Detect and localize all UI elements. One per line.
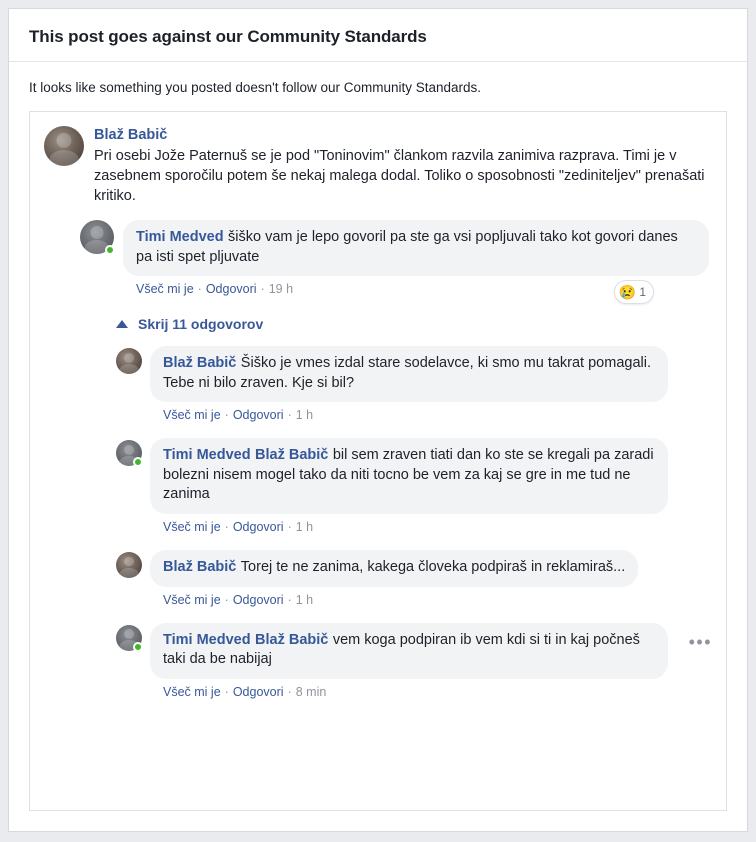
comment-actions: Všeč mi je · Odgovori · 1 h <box>163 592 314 607</box>
reply-comment <box>116 550 712 621</box>
avatar <box>44 126 84 166</box>
like-button[interactable]: Všeč mi je <box>163 684 221 699</box>
comment-bubble <box>123 220 709 276</box>
avatar <box>80 220 114 254</box>
comment-text: bil sem zraven tiati dan ko ste se kregali pa zaradi bolezni nisem mogel tako da niti tocno be vem za kaj se gre in me tud ne zanima <box>163 447 654 503</box>
comment-author-name[interactable]: Blaž Babič <box>163 355 237 372</box>
comment-text: šiško vam je lepo govoril pa ste ga vsi popljuvali tako kot govori danes pa isti spet pljuvate <box>136 229 678 265</box>
comment-text: Šiško je vmes izdal stare sodelavce, ki smo mu takrat pomagali. Tebe ni bilo zraven. Kje si bil? <box>163 355 651 391</box>
comment <box>80 220 712 310</box>
post-preview-card <box>29 111 727 811</box>
comment-bubble <box>150 438 668 514</box>
comment-bubble <box>150 623 668 679</box>
dialog-header <box>9 9 747 61</box>
online-status-icon <box>133 457 143 467</box>
reply-button[interactable]: Odgovori <box>232 592 284 607</box>
timestamp[interactable]: 19 h <box>268 282 294 297</box>
comment-author-name[interactable]: Blaž Babič <box>163 558 237 575</box>
reply-button[interactable]: Odgovori <box>232 684 284 699</box>
comment-text: Torej te ne zanima, kakega človeka podpiraš in reklamiraš... <box>240 558 626 575</box>
more-options-icon[interactable]: ••• <box>688 631 712 652</box>
post-author-name[interactable]: Blaž Babič <box>94 127 168 143</box>
reply-button[interactable]: Odgovori <box>232 519 284 534</box>
comment-author-name[interactable]: Timi Medved <box>163 631 251 648</box>
comment-actions: Všeč mi je · Odgovori · 8 min <box>163 684 327 699</box>
timestamp[interactable]: 1 h <box>295 519 314 534</box>
sad-reaction-icon: 😢 <box>618 284 637 300</box>
comment-bubble <box>150 550 638 587</box>
comment-mention[interactable]: Blaž Babič <box>255 631 329 648</box>
comment-author-name[interactable]: Timi Medved <box>136 229 224 245</box>
community-standards-dialog <box>8 8 748 832</box>
reply-comment <box>116 623 712 713</box>
like-button[interactable]: Všeč mi je <box>163 408 221 423</box>
reply-comment <box>116 438 712 548</box>
timestamp[interactable]: 8 min <box>295 684 327 699</box>
comment-author-name[interactable]: Timi Medved <box>163 447 251 464</box>
reply-button[interactable]: Odgovori <box>205 282 257 297</box>
comment-text: vem koga podpiran ib vem kdi si ti in kaj počneš taki da be nabijaj <box>163 631 640 668</box>
like-button[interactable]: Všeč mi je <box>136 282 194 297</box>
reply-button[interactable]: Odgovori <box>232 408 284 423</box>
comment-actions: Všeč mi je · Odgovori · 19 h <box>136 282 294 297</box>
timestamp[interactable]: 1 h <box>295 592 314 607</box>
hide-replies-toggle[interactable] <box>116 316 712 332</box>
avatar <box>116 552 142 578</box>
reaction-badge[interactable] <box>614 280 654 304</box>
post-header <box>44 126 712 206</box>
comment-actions: Všeč mi je · Odgovori · 1 h <box>163 408 314 423</box>
avatar <box>116 348 142 374</box>
hide-replies-label: Skrij 11 odgovorov <box>138 316 264 333</box>
like-button[interactable]: Všeč mi je <box>163 519 221 534</box>
comment-mention[interactable]: Blaž Babič <box>255 447 329 464</box>
page-title: This post goes against our Community Standards <box>29 27 427 46</box>
reaction-count: 1 <box>639 285 646 299</box>
online-status-icon <box>133 642 143 652</box>
comment-bubble <box>150 346 668 402</box>
online-status-icon <box>105 245 115 255</box>
timestamp[interactable]: 1 h <box>295 408 314 423</box>
avatar <box>116 625 142 651</box>
chevron-up-icon <box>116 320 128 328</box>
dialog-subtitle: It looks like something you posted doesn't follow our Community Standards. <box>29 80 482 95</box>
post-body-text: Pri osebi Jože Paternuš se je pod "Toninovim" člankom razvila zanimiva razprava. Timi je v zasebnem sporočilu potem še nekaj malega dodal. Toliko o sposobnosti "zediniteljev" prenašati kritiko. <box>94 148 705 204</box>
like-button[interactable]: Všeč mi je <box>163 592 221 607</box>
reply-comment <box>116 346 712 436</box>
avatar <box>116 440 142 466</box>
comment-actions: Všeč mi je · Odgovori · 1 h <box>163 519 314 534</box>
